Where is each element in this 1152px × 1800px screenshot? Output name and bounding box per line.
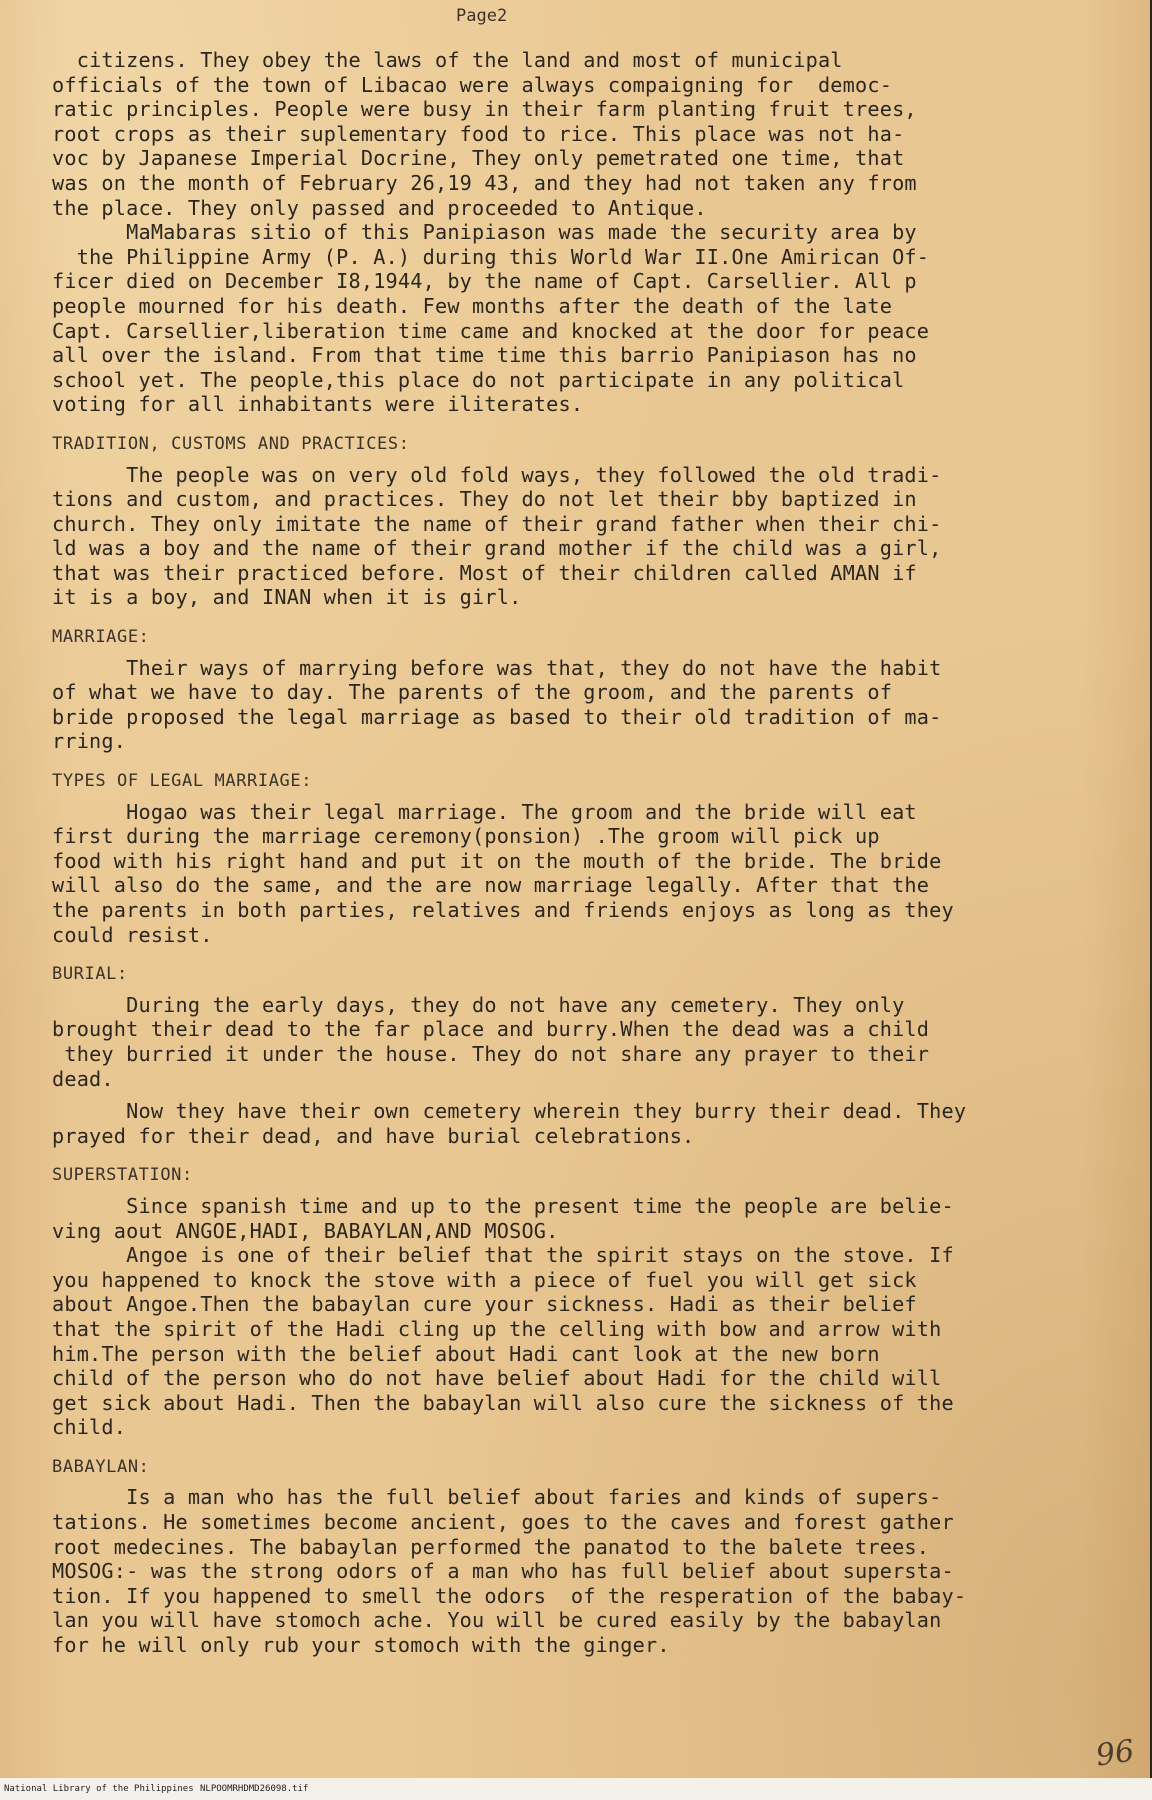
burial-paragraph-1: During the early days, they do not have any cemetery. They only brought their dead to the far place and burry.When the dead was a child they burried it under the house. They do not share any prayer to their dead. [52, 992, 930, 1091]
scan-footer [0, 1778, 1152, 1800]
heading-traditions: TRADITION, CUSTOMS AND PRACTICES: [52, 433, 410, 454]
heading-burial: BURIAL: [52, 964, 128, 985]
intro-paragraph-1: citizens. They obey the laws of the land and most of municipal officials of the town of Libacao were always compaigning for democ- ratic principles. People were busy in their farm planting fruit trees, root crops as their suplementary food to rice. This place was not ha- voc by Japanese Imperial Docrine, They only pemetrated one time, that was on the month of February 26,19 43, and they had not taken any from the place. They only passed and proceeded to Antique. [52, 48, 917, 220]
heading-babaylan: BABAYLAN: [52, 1456, 150, 1477]
footer-file-label: NLPOOMRHDMD26098.tif [200, 1784, 309, 1794]
traditions-paragraph: The people was on very old fold ways, they followed the old tradi- tions and custom, and practices. They do not let their bby baptized in church. They only imitate the name of their grand father when their chi- ld was a boy and the name of their grand mother if the child was a girl, that was their practiced before. Most of their children called AMAN if it is a boy, and INAN when it is girl. [52, 462, 942, 610]
handwritten-page-number: 96 [1093, 1733, 1137, 1774]
burial-paragraph-2: Now they have their own cemetery wherein they burry their dead. They prayed for their dead, and have burial celebrations. [52, 1099, 967, 1148]
superstition-paragraph-2: Angoe is one of their belief that the spirit stays on the stove. If you happened to knock the stove with a piece of fuel you will get sick about Angoe.Then the babaylan cure your sickness. Hadi as their belief that the spirit of the Hadi cling up the celling with bow and arrow with him.The person with the belief about Hadi cant look at the new born child of the person who do not have belief about Hadi for the child will get sick about Hadi. Then the babaylan will also cure the sickness of the child. [52, 1243, 954, 1440]
page-header: Page2 [456, 6, 508, 26]
heading-marriage: MARRIAGE: [52, 627, 150, 648]
heading-superstition: SUPERSTATION: [52, 1165, 193, 1186]
marriage-paragraph: Their ways of marrying before was that, they do not have the habit of what we have to day. The parents of the groom, and the parents of bride proposed the legal marriage as based to their old tradition of ma- rring. [52, 655, 942, 754]
superstition-paragraph-1: Since spanish time and up to the present time the people are belie- ving aout ANGOE,HADI, BABAYLAN,AND MOSOG. [52, 1193, 954, 1243]
babaylan-paragraph: Is a man who has the full belief about faries and kinds of supers- tations. He sometimes become ancient, goes to the caves and forest gather root medecines. The babaylan performed the panatod to the balete trees. MOSOG:- was the strong odors of a man who has full belief about supersta- tion. If you happened to smell the odors of the resperation of the babay- lan you will have stomoch ache. You will be cured easily by the babaylan for he will only rub your stomoch with the ginger. [52, 1485, 967, 1658]
document-body [52, 48, 1112, 1658]
heading-types-of-marriage: TYPES OF LEGAL MARRIAGE: [52, 771, 313, 792]
footer-library-label: National Library of the Philippines [4, 1784, 194, 1794]
intro-paragraph-2: MaMabaras sitio of this Panipiason was made the security area by the Philippine Army (P. A.) during this World War II.One Amirican Of- ficer died on December I8,1944, by the name of Capt. Carsellier. All p people mourned for his death. Few months after the death of the late Capt. Carsellier,liberation time came and knocked at the door for peace all over the island. From that time time this barrio Panipiason has no school yet. The people,this place do not participate in any political voting for all inhabitants were iliterates. [52, 220, 930, 417]
types-paragraph: Hogao was their legal marriage. The groom and the bride will eat first during the marriage ceremony(ponsion) .The groom will pick up food with his right hand and put it on the mouth of the bride. The bride will also do the same, and the are now marriage legally. After that the the parents in both parties, relatives and friends enjoys as long as they could resist. [52, 799, 954, 947]
